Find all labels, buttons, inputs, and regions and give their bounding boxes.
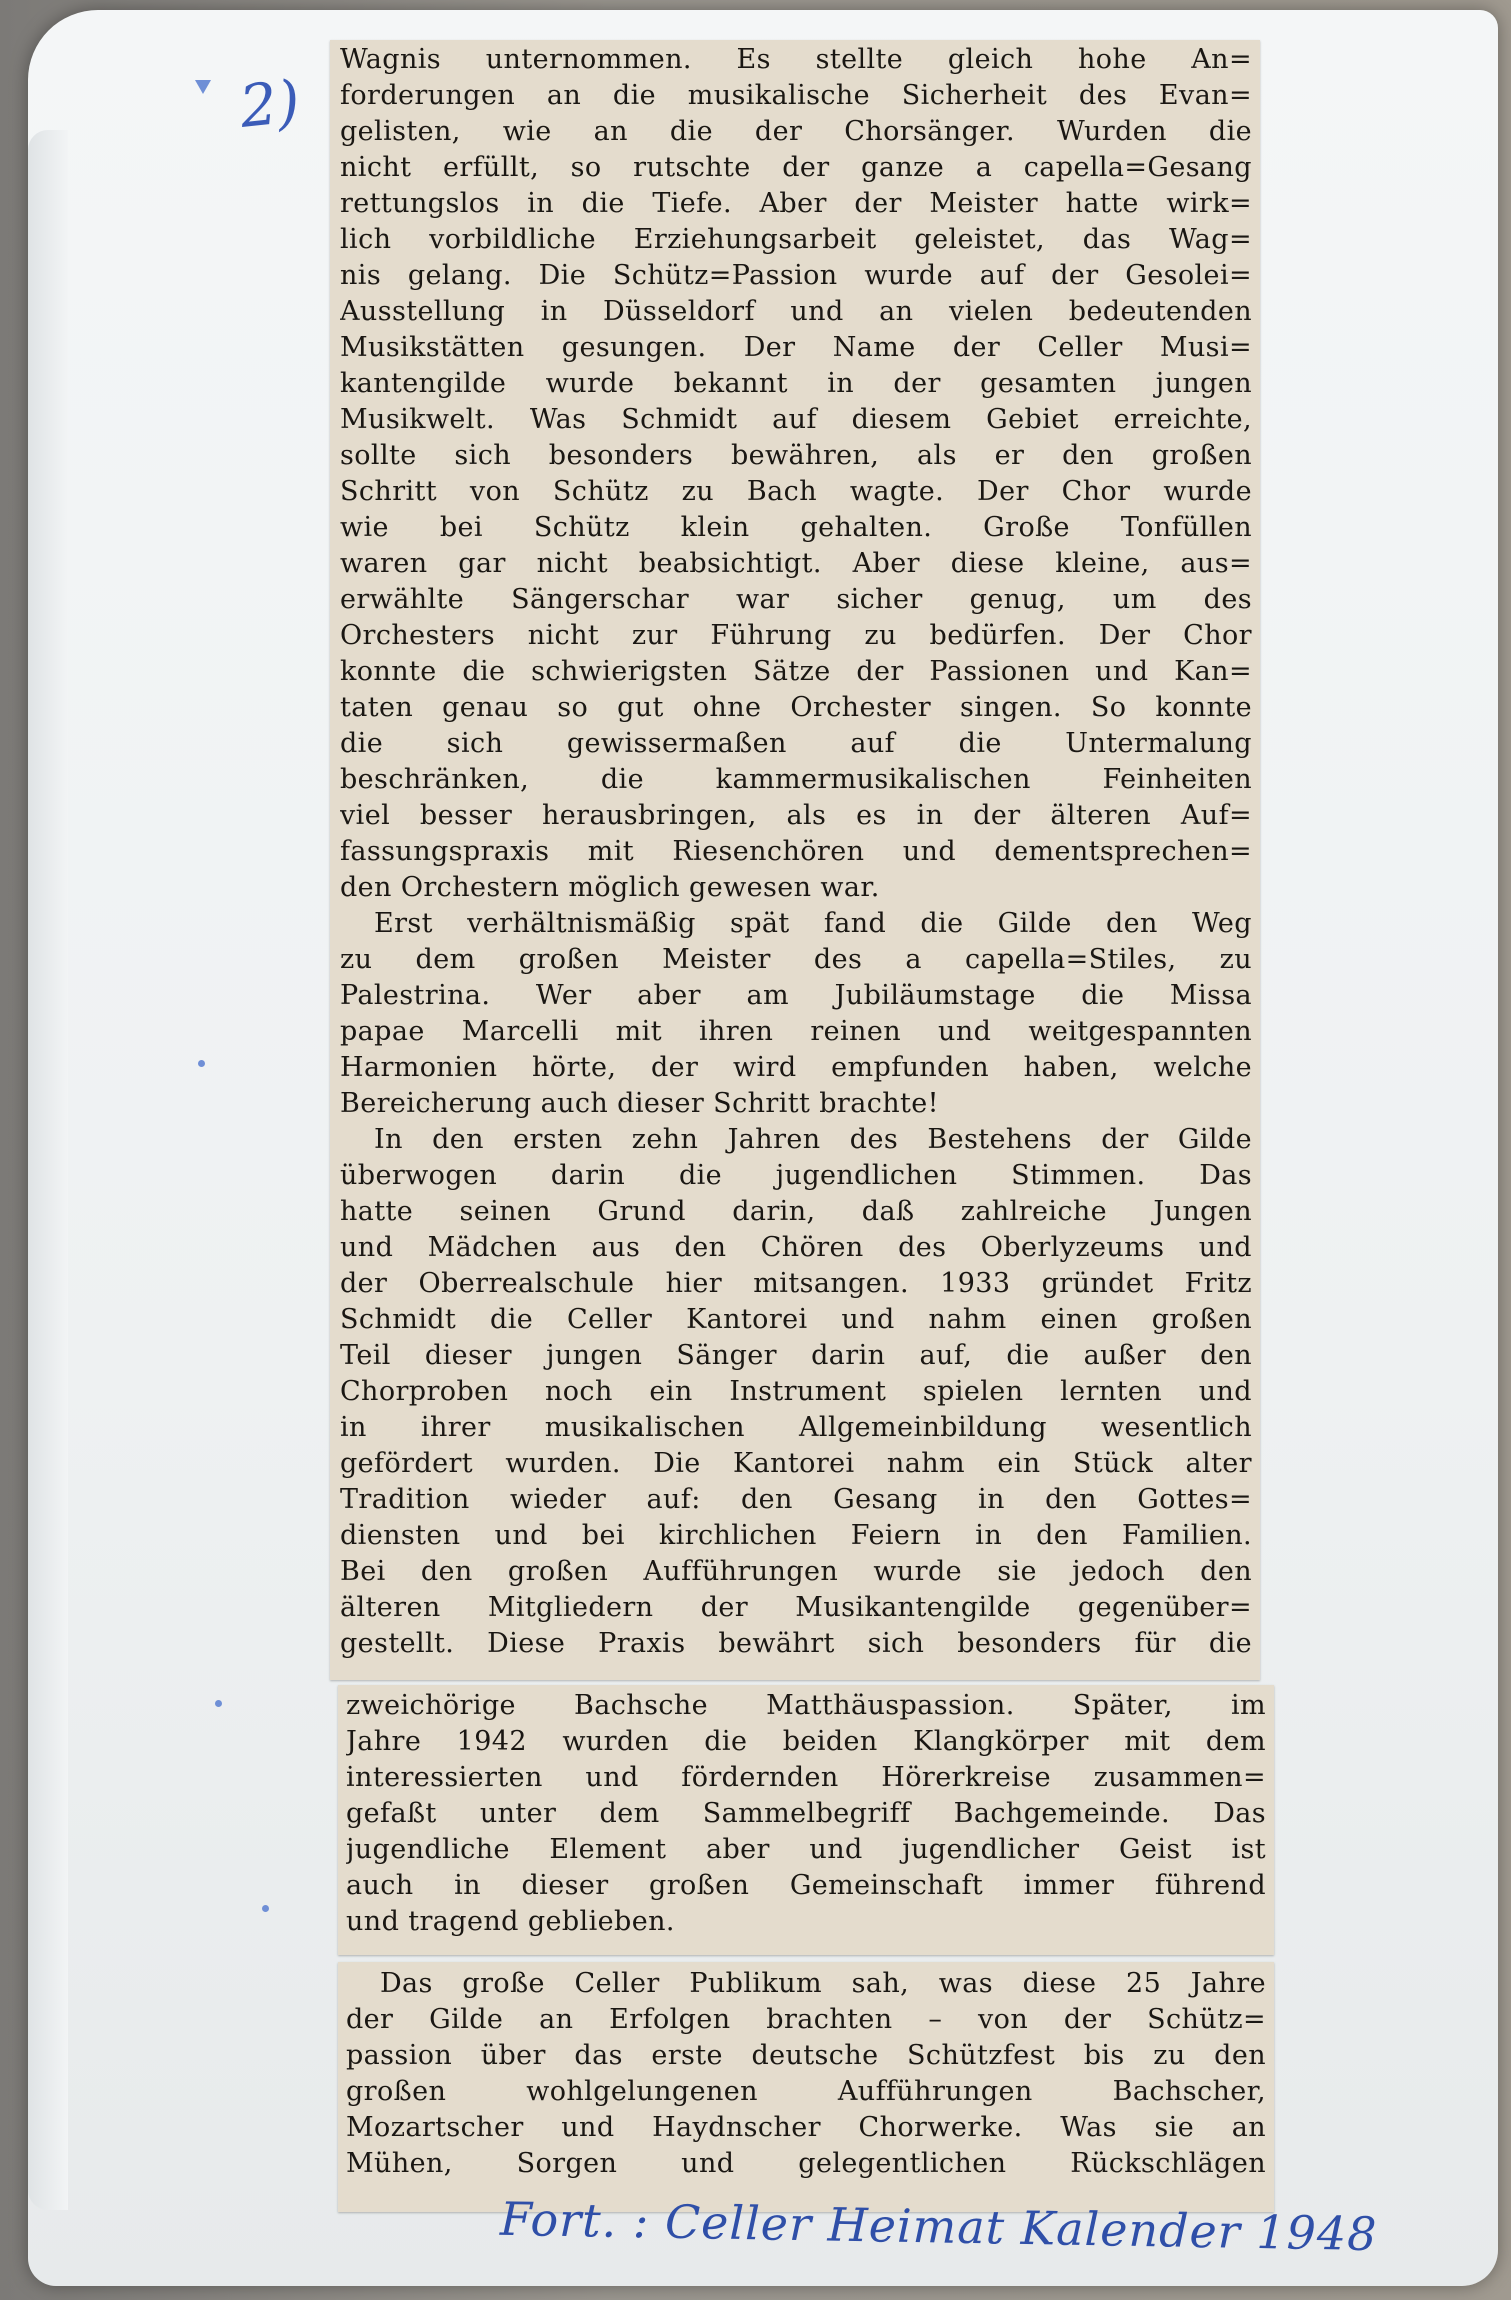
text-line: großen wohlgelungenen Aufführungen Bachscher, (346, 2076, 1266, 2107)
ink-dot (262, 1905, 269, 1912)
clipping-1-text (340, 42, 1252, 1662)
text-line: Orchesters nicht zur Führung zu bedürfen. Der Chor (340, 620, 1252, 651)
text-line: jugendliche Element aber und jugendlicher Geist ist (346, 1834, 1266, 1865)
page-edge (28, 130, 68, 2210)
text-line: Musikstätten gesungen. Der Name der Celler Musi= (340, 332, 1252, 363)
text-line: älteren Mitgliedern der Musikantengilde gegenüber= (340, 1592, 1252, 1623)
text-line: Bereicherung auch dieser Schritt brachte! (340, 1088, 939, 1119)
text-line: zu dem großen Meister des a capella=Stiles, zu (340, 944, 1252, 975)
text-line: Palestrina. Wer aber am Jubiläumstage die Missa (340, 980, 1252, 1011)
page-number-annotation: 2) (236, 67, 303, 141)
text-line: Jahre 1942 wurden die beiden Klangkörper mit dem (346, 1726, 1266, 1757)
text-line: papae Marcelli mit ihren reinen und weitgespannten (340, 1016, 1252, 1047)
text-line: taten genau so gut ohne Orchester singen. So konnte (340, 692, 1252, 723)
text-line: Ausstellung in Düsseldorf und an vielen bedeutenden (340, 296, 1252, 327)
text-line: beschränken, die kammermusikalischen Feinheiten (340, 764, 1252, 795)
blue-pencil-tick (195, 80, 211, 94)
text-line: lich vorbildliche Erziehungsarbeit geleistet, das Wag= (340, 224, 1252, 255)
text-line: und tragend geblieben. (346, 1906, 675, 1937)
text-line: Erst verhältnismäßig spät fand die Gilde den Weg (374, 908, 1252, 939)
text-line: sollte sich besonders bewähren, als er den großen (340, 440, 1252, 471)
text-line: der Oberrealschule hier mitsangen. 1933 gründet Fritz (340, 1268, 1252, 1299)
text-line: zweichörige Bachsche Matthäuspassion. Später, im (346, 1690, 1266, 1721)
text-line: nis gelang. Die Schütz=Passion wurde auf der Gesolei= (340, 260, 1252, 291)
text-line: nicht erfüllt, so rutschte der ganze a capella=Gesang (340, 152, 1252, 183)
text-line: Schritt von Schütz zu Bach wagte. Der Chor wurde (340, 476, 1252, 507)
text-line: hatte seinen Grund darin, daß zahlreiche Jungen (340, 1196, 1252, 1227)
text-line: überwogen darin die jugendlichen Stimmen. Das (340, 1160, 1252, 1191)
text-line: Mühen, Sorgen und gelegentlichen Rückschlägen (346, 2148, 1266, 2179)
text-line: wie bei Schütz klein gehalten. Große Tonfüllen (340, 512, 1252, 543)
text-line: fassungspraxis mit Riesenchören und dementsprechen= (340, 836, 1252, 867)
text-line: Musikwelt. Was Schmidt auf diesem Gebiet erreichte, (340, 404, 1252, 435)
text-line: der Gilde an Erfolgen brachten – von der Schütz= (346, 2004, 1266, 2035)
text-line: Wagnis unternommen. Es stellte gleich hohe An= (340, 44, 1252, 75)
text-line: Harmonien hörte, der wird empfunden haben, welche (340, 1052, 1252, 1083)
text-line: Tradition wieder auf: den Gesang in den Gottes= (340, 1484, 1252, 1515)
text-line: In den ersten zehn Jahren des Bestehens der Gilde (374, 1124, 1252, 1155)
text-line: rettungslos in die Tiefe. Aber der Meister hatte wirk= (340, 188, 1252, 219)
text-line: passion über das erste deutsche Schützfest bis zu den (346, 2040, 1266, 2071)
text-line: Das große Celler Publikum sah, was diese 25 Jahre (380, 1968, 1266, 1999)
handwritten-source-caption: Fort. : Celler Heimat Kalender 1948 (499, 2191, 1378, 2262)
text-line: Bei den großen Aufführungen wurde sie jedoch den (340, 1556, 1252, 1587)
text-line: viel besser herausbringen, als es in der älteren Auf= (340, 800, 1252, 831)
text-line: Teil dieser jungen Sänger darin auf, die außer den (340, 1340, 1252, 1371)
text-line: die sich gewissermaßen auf die Untermalung (340, 728, 1252, 759)
text-line: waren gar nicht beabsichtigt. Aber diese kleine, aus= (340, 548, 1252, 579)
ink-dot (198, 1060, 205, 1067)
text-line: Chorproben noch ein Instrument spielen lernten und (340, 1376, 1252, 1407)
text-line: forderungen an die musikalische Sicherheit des Evan= (340, 80, 1252, 111)
text-line: interessierten und fördernden Hörerkreise zusammen= (346, 1762, 1266, 1793)
clipping-3-text (346, 1966, 1266, 2182)
ink-dot (215, 1700, 222, 1707)
text-line: gefördert wurden. Die Kantorei nahm ein Stück alter (340, 1448, 1252, 1479)
text-line: in ihrer musikalischen Allgemeinbildung wesentlich (340, 1412, 1252, 1443)
text-line: gelisten, wie an die der Chorsänger. Wurden die (340, 116, 1252, 147)
text-line: konnte die schwierigsten Sätze der Passionen und Kan= (340, 656, 1252, 687)
text-line: gefaßt unter dem Sammelbegriff Bachgemeinde. Das (346, 1798, 1266, 1829)
text-line: auch in dieser großen Gemeinschaft immer führend (346, 1870, 1266, 1901)
text-line: gestellt. Diese Praxis bewährt sich besonders für die (340, 1628, 1252, 1659)
text-line: den Orchestern möglich gewesen war. (340, 872, 880, 903)
text-line: erwählte Sängerschar war sicher genug, um des (340, 584, 1252, 615)
text-line: kantengilde wurde bekannt in der gesamten jungen (340, 368, 1252, 399)
text-line: Schmidt die Celler Kantorei und nahm einen großen (340, 1304, 1252, 1335)
text-line: Mozartscher und Haydnscher Chorwerke. Was sie an (346, 2112, 1266, 2143)
text-line: und Mädchen aus den Chören des Oberlyzeums und (340, 1232, 1252, 1263)
clipping-2-text (346, 1688, 1266, 1940)
text-line: diensten und bei kirchlichen Feiern in den Familien. (340, 1520, 1252, 1551)
